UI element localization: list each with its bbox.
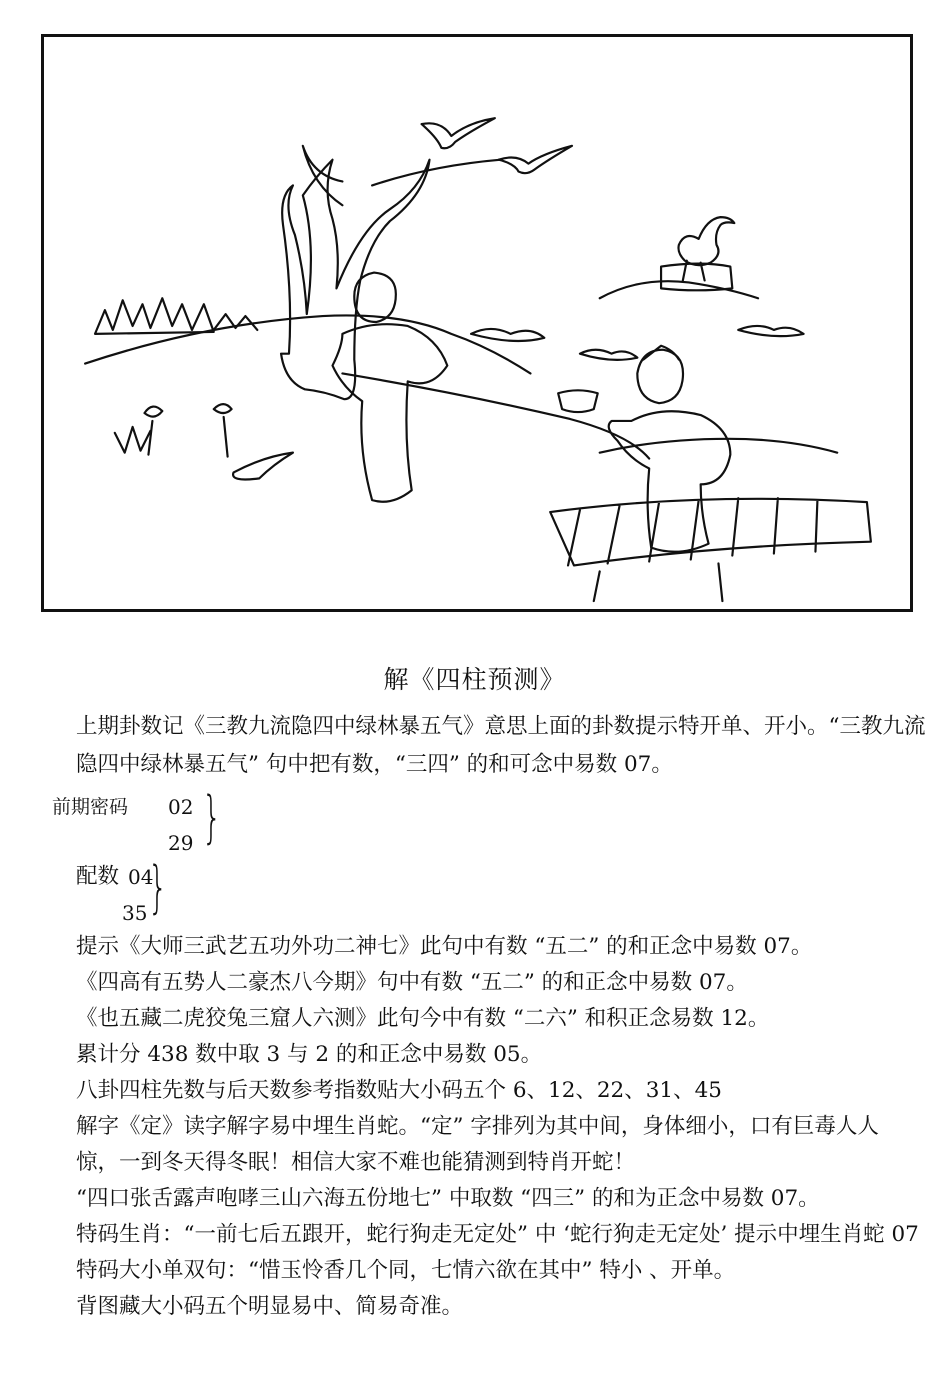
ground-line xyxy=(342,373,649,458)
paragraph-line: 隐四中绿林暴五气” 句中把有数，“三四” 的和可念中易数 07。 xyxy=(76,752,673,777)
bird-icon xyxy=(422,118,495,148)
bowl xyxy=(558,390,598,412)
shrubs xyxy=(214,314,258,330)
shrubs xyxy=(95,298,214,334)
text-line: 《四高有五势人二豪杰八今期》句中有数 “五二” 的和正念中易数 07。 xyxy=(76,970,748,995)
illustration xyxy=(41,34,913,612)
page-title: 解《四柱预测》 xyxy=(383,665,566,694)
code-value: 29 xyxy=(168,831,194,855)
peishu-label: 配数 xyxy=(76,864,120,889)
peishu-value: 04 xyxy=(128,865,154,889)
text-line: 惊，一到冬天得冬眠！相信大家不难也能猜测到特肖开蛇！ xyxy=(76,1150,636,1175)
cloud xyxy=(471,329,544,341)
rock xyxy=(661,264,732,291)
text-line: 解字《定》读字解字易中埋生肖蛇。“定” 字排列为其中间，身体细小，口有巨毒人人 xyxy=(76,1114,879,1139)
text-line: 《也五藏二虎狡兔三窟人六测》此句今中有数 “二六” 和积正念易数 12。 xyxy=(76,1006,770,1031)
cloud xyxy=(738,326,803,336)
figure-man xyxy=(609,346,731,552)
line-drawing xyxy=(44,37,910,609)
text-line: 八卦四柱先数与后天数参考指数贴大小码五个 6、12、22、31、45 xyxy=(76,1078,722,1103)
bird-icon xyxy=(499,146,572,173)
flower-icon xyxy=(115,407,163,455)
text-line: 提示《大师三武艺五功外功二神七》此句中有数 “五二” 的和正念中易数 07。 xyxy=(76,934,813,959)
code-label: 前期密码 xyxy=(52,796,129,818)
text-line: “四口张舌露声咆哮三山六海五份地七” 中取数 “四三” 的和为正念中易数 07。 xyxy=(76,1186,820,1211)
crane-icon xyxy=(678,217,734,280)
cloud xyxy=(580,350,637,360)
tree xyxy=(281,160,429,399)
tree-branch xyxy=(303,146,501,205)
flower-icon xyxy=(214,404,293,479)
code-value: 02 xyxy=(168,795,194,819)
bridge xyxy=(550,498,871,601)
figure-woman xyxy=(333,273,448,502)
brace-icon: } xyxy=(202,785,222,850)
text-line: 背图藏大小码五个明显易中、简易奇准。 xyxy=(76,1294,464,1319)
text-line: 特码大小单双句：“惜玉怜香几个同，七情六欲在其中” 特小 、开单。 xyxy=(76,1258,736,1283)
text-line: 特码生肖：“一前七后五跟开，蛇行狗走无定处” 中 ‘蛇行狗走无定处’ 提示中埋生肖蛇 07 xyxy=(76,1222,919,1247)
text-line: 累计分 438 数中取 3 与 2 的和正念中易数 05。 xyxy=(76,1042,543,1067)
peishu-value: 35 xyxy=(122,901,148,925)
ground-line xyxy=(600,439,838,453)
brace-icon: } xyxy=(148,855,168,920)
paragraph-line: 上期卦数记《三教九流隐四中绿林暴五气》意思上面的卦数提示特开单、开小。“三教九流 xyxy=(76,714,926,739)
